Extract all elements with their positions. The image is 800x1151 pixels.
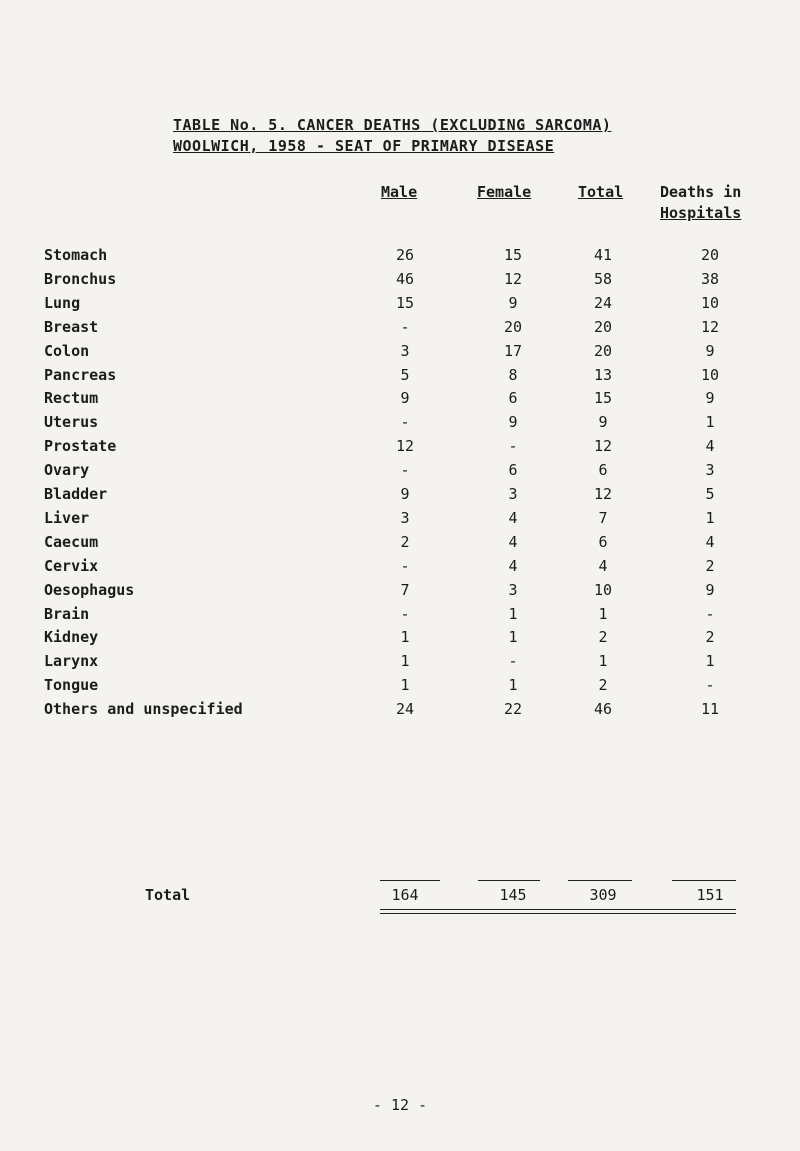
row-female: - bbox=[508, 437, 518, 456]
row-site: Cervix bbox=[44, 556, 99, 575]
row-site: Stomach bbox=[44, 246, 108, 264]
row-male: - bbox=[400, 317, 410, 336]
row-hospitals: 10 bbox=[700, 365, 720, 384]
row-female: 1 bbox=[508, 604, 518, 623]
table-row bbox=[0, 557, 800, 581]
row-hospitals: 10 bbox=[700, 293, 720, 312]
row-hospitals: 1 bbox=[705, 652, 715, 671]
row-hospitals: 4 bbox=[705, 532, 715, 551]
row-hospitals: 1 bbox=[705, 413, 715, 432]
row-hospitals: 2 bbox=[705, 628, 715, 647]
row-total: 7 bbox=[598, 508, 608, 527]
row-site: Prostate bbox=[44, 437, 117, 456]
row-total: 12 bbox=[593, 437, 613, 456]
row-total: 58 bbox=[593, 269, 613, 288]
row-female: 8 bbox=[508, 365, 518, 384]
table-row bbox=[0, 246, 800, 270]
row-site: Bladder bbox=[44, 485, 108, 503]
row-total: 24 bbox=[593, 293, 613, 312]
row-female: 1 bbox=[508, 676, 518, 695]
row-total: 15 bbox=[593, 389, 613, 408]
table-row bbox=[0, 700, 800, 724]
row-total: 2 bbox=[598, 628, 608, 647]
row-female: 4 bbox=[508, 556, 518, 575]
row-site: Rectum bbox=[44, 389, 99, 408]
row-site: Ovary bbox=[44, 461, 90, 480]
total-female: 145 bbox=[499, 886, 527, 904]
row-male: - bbox=[400, 413, 410, 432]
row-male: 5 bbox=[400, 365, 410, 384]
total-total: 309 bbox=[589, 886, 617, 904]
row-hospitals: 5 bbox=[705, 485, 715, 503]
row-total: 1 bbox=[598, 652, 608, 671]
row-male: 1 bbox=[400, 628, 410, 647]
total-rule-male bbox=[380, 880, 440, 881]
row-male: 9 bbox=[400, 389, 410, 408]
row-total: 20 bbox=[593, 341, 613, 360]
row-female: - bbox=[508, 652, 518, 671]
table-row bbox=[0, 366, 800, 390]
table-row bbox=[0, 652, 800, 676]
row-site: Larynx bbox=[44, 652, 99, 671]
row-female: 3 bbox=[508, 580, 518, 599]
row-male: 12 bbox=[395, 437, 415, 456]
row-total: 6 bbox=[598, 532, 608, 551]
table-row bbox=[0, 342, 800, 366]
row-total: 46 bbox=[593, 700, 613, 719]
row-site: Liver bbox=[44, 508, 90, 527]
row-male: 9 bbox=[400, 485, 410, 503]
row-site: Pancreas bbox=[44, 365, 117, 384]
row-female: 9 bbox=[508, 413, 518, 432]
row-male: 1 bbox=[400, 652, 410, 671]
row-hospitals: 4 bbox=[705, 437, 715, 456]
row-total: 4 bbox=[598, 556, 608, 575]
table-row bbox=[0, 389, 800, 413]
row-male: - bbox=[400, 461, 410, 480]
table-row bbox=[0, 294, 800, 318]
header-deaths-line1: Deaths in bbox=[660, 183, 742, 201]
row-male: 3 bbox=[400, 508, 410, 527]
header-male: Male bbox=[381, 183, 418, 201]
row-site: Others and unspecified bbox=[44, 700, 243, 719]
row-male: - bbox=[400, 556, 410, 575]
header-deaths-line2: Hospitals bbox=[660, 204, 742, 222]
total-row bbox=[0, 886, 800, 910]
row-total: 20 bbox=[593, 317, 613, 336]
row-female: 20 bbox=[503, 317, 523, 336]
row-male: 1 bbox=[400, 676, 410, 695]
table-row bbox=[0, 485, 800, 509]
row-site: Lung bbox=[44, 293, 81, 312]
total-male: 164 bbox=[391, 886, 419, 904]
row-female: 3 bbox=[508, 485, 518, 503]
row-hospitals: 9 bbox=[705, 580, 715, 599]
row-hospitals: 38 bbox=[700, 269, 720, 288]
row-male: 26 bbox=[395, 246, 415, 264]
row-total: 1 bbox=[598, 604, 608, 623]
table-row bbox=[0, 533, 800, 557]
row-hospitals: 12 bbox=[700, 317, 720, 336]
row-male: 3 bbox=[400, 341, 410, 360]
table-row bbox=[0, 581, 800, 605]
row-hospitals: 9 bbox=[705, 389, 715, 408]
row-female: 17 bbox=[503, 341, 523, 360]
row-male: 2 bbox=[400, 532, 410, 551]
table-row bbox=[0, 318, 800, 342]
total-rule-hospitals bbox=[672, 880, 736, 881]
table-row bbox=[0, 509, 800, 533]
double-rule-bottom bbox=[380, 913, 736, 914]
row-total: 13 bbox=[593, 365, 613, 384]
row-site: Brain bbox=[44, 604, 90, 623]
page-number: - 12 - bbox=[372, 1096, 428, 1114]
row-hospitals: 1 bbox=[705, 508, 715, 527]
row-site: Bronchus bbox=[44, 269, 117, 288]
total-rule-female bbox=[478, 880, 540, 881]
row-female: 6 bbox=[508, 461, 518, 480]
table-subtitle: WOOLWICH, 1958 - SEAT OF PRIMARY DISEASE bbox=[173, 137, 555, 155]
row-female: 6 bbox=[508, 389, 518, 408]
header-female: Female bbox=[477, 183, 532, 201]
row-hospitals: 11 bbox=[700, 700, 720, 719]
row-hospitals: - bbox=[705, 676, 715, 695]
row-site: Uterus bbox=[44, 413, 99, 432]
row-total: 12 bbox=[593, 485, 613, 503]
row-site: Tongue bbox=[44, 676, 99, 695]
row-total: 41 bbox=[593, 246, 613, 264]
row-female: 15 bbox=[503, 246, 523, 264]
total-rule-total bbox=[568, 880, 632, 881]
table-row bbox=[0, 605, 800, 629]
table-row bbox=[0, 413, 800, 437]
row-hospitals: 2 bbox=[705, 556, 715, 575]
row-hospitals: 20 bbox=[700, 246, 720, 264]
row-hospitals: 9 bbox=[705, 341, 715, 360]
row-total: 10 bbox=[593, 580, 613, 599]
row-male: - bbox=[400, 604, 410, 623]
row-male: 24 bbox=[395, 700, 415, 719]
row-female: 1 bbox=[508, 628, 518, 647]
row-site: Caecum bbox=[44, 532, 99, 551]
row-male: 15 bbox=[395, 293, 415, 312]
table-row bbox=[0, 461, 800, 485]
show-through-text bbox=[55, 30, 775, 96]
table-row bbox=[0, 676, 800, 700]
double-rule-top bbox=[380, 909, 736, 910]
row-site: Breast bbox=[44, 317, 99, 336]
row-total: 6 bbox=[598, 461, 608, 480]
row-site: Colon bbox=[44, 341, 90, 360]
table-row bbox=[0, 628, 800, 652]
table-row bbox=[0, 437, 800, 461]
row-male: 46 bbox=[395, 269, 415, 288]
row-hospitals: - bbox=[705, 604, 715, 623]
row-site: Oesophagus bbox=[44, 580, 135, 599]
row-female: 12 bbox=[503, 269, 523, 288]
row-hospitals: 3 bbox=[705, 461, 715, 480]
row-total: 9 bbox=[598, 413, 608, 432]
row-female: 4 bbox=[508, 532, 518, 551]
header-total: Total bbox=[578, 183, 624, 201]
row-male: 7 bbox=[400, 580, 410, 599]
row-female: 9 bbox=[508, 293, 518, 312]
table-row bbox=[0, 270, 800, 294]
table-title: TABLE No. 5. CANCER DEATHS (EXCLUDING SARCOMA) bbox=[173, 116, 612, 134]
row-female: 4 bbox=[508, 508, 518, 527]
row-site: Kidney bbox=[44, 628, 99, 647]
total-hospitals: 151 bbox=[696, 886, 724, 904]
row-female: 22 bbox=[503, 700, 523, 719]
total-label: Total bbox=[145, 886, 191, 904]
row-total: 2 bbox=[598, 676, 608, 695]
